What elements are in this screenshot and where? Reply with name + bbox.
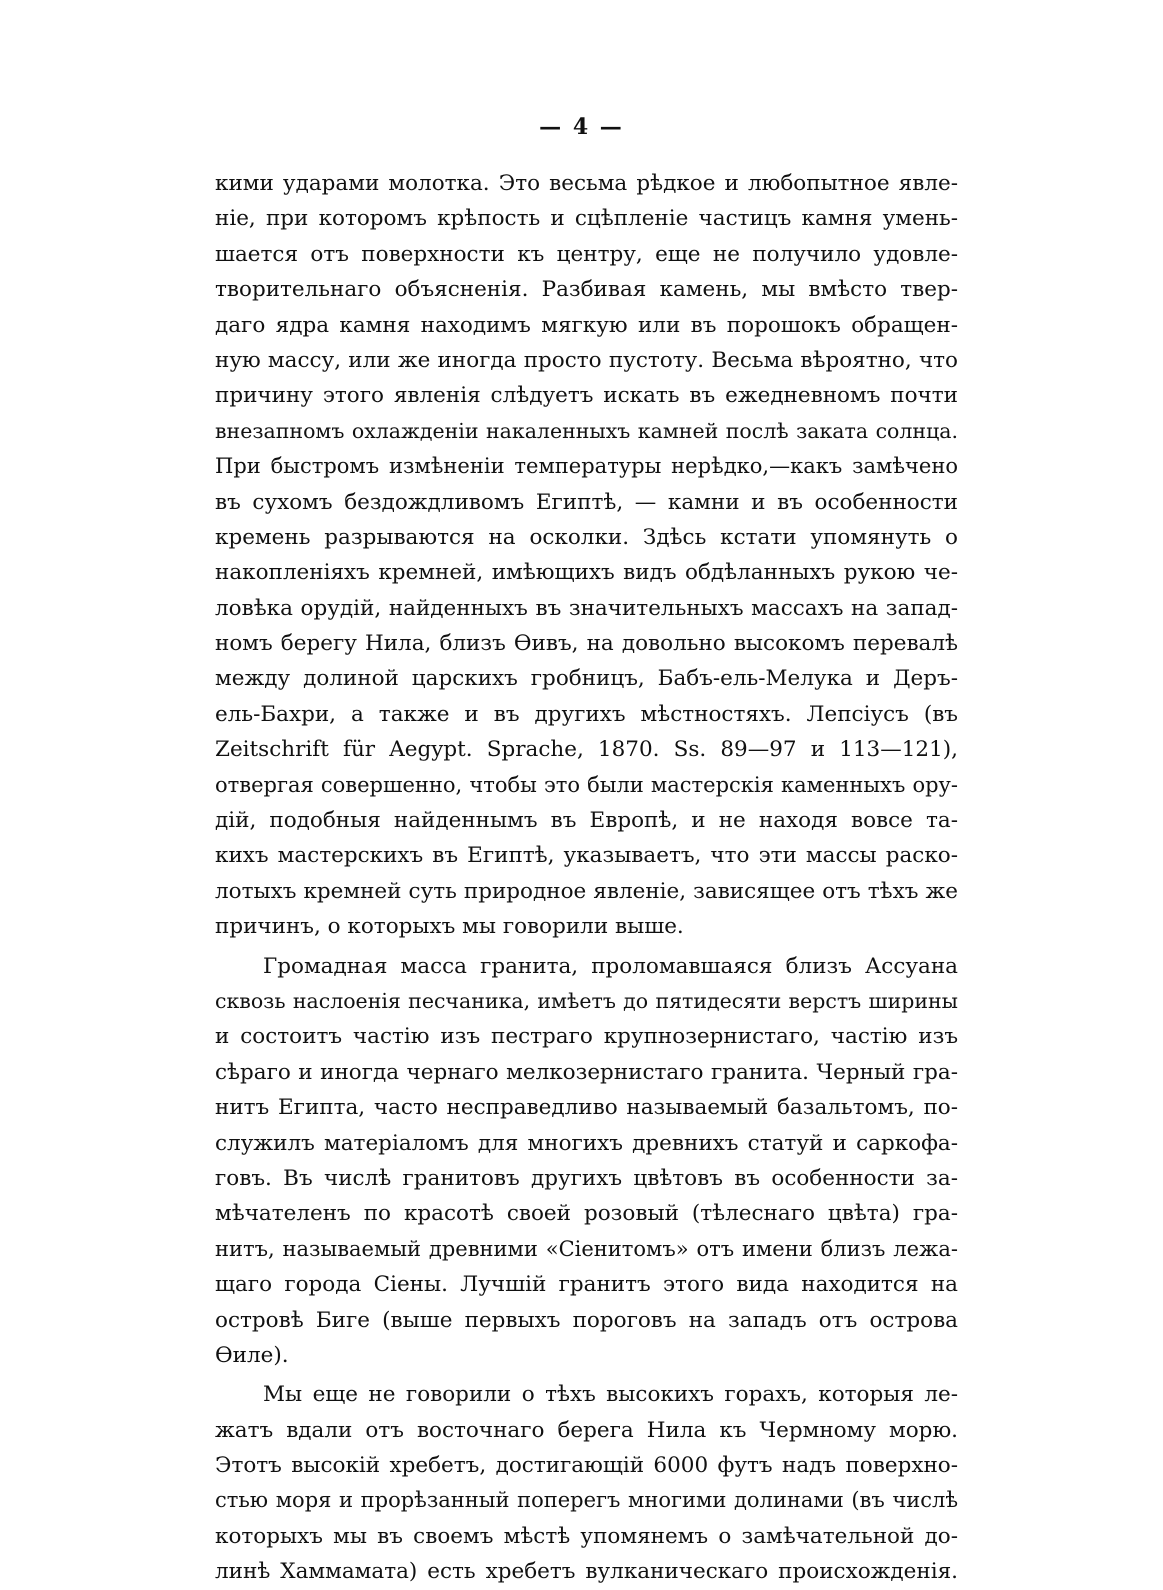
text-line: служилъ матерiаломъ для многихъ древнихъ статуй и саркофа-	[215, 1130, 958, 1156]
body-text	[215, 166, 958, 1590]
text-line: При быстромъ измѣненiи температуры нерѣдко,—какъ замѣчено	[215, 454, 958, 479]
text-line: ную массу, или же иногда просто пустоту. Весьма вѣроятно, что	[215, 347, 958, 373]
text-line: шается отъ поверхности къ центру, еще не получило удовле-	[215, 241, 958, 267]
text-line: кремень разрываются на осколки. Здѣсь кстати упомянуть о	[215, 524, 958, 550]
paragraph	[215, 949, 958, 1374]
text-line: накопленiяхъ кремней, имѣющихъ видъ обдѣланныхъ рукою че-	[215, 560, 958, 586]
text-line: въ сухомъ бездождливомъ Египтѣ, — камни и въ особенности	[215, 489, 958, 515]
text-line: нитъ Египта, часто несправедливо называемый базальтомъ, по-	[215, 1095, 958, 1121]
text-line: нiе, при которомъ крѣпость и сцѣпленiе частицъ камня умень-	[215, 206, 958, 232]
text-line: жатъ вдали отъ восточнаго берега Нила къ Чермному морю.	[215, 1417, 958, 1443]
text-line: Мы еще не говорили о тѣхъ высокихъ горахъ, которыя ле-	[263, 1382, 958, 1408]
text-line: говъ. Въ числѣ гранитовъ другихъ цвѣтовъ въ особенности за-	[215, 1165, 958, 1191]
text-line: щаго города Сiены. Лучшiй гранитъ этого вида находится на	[215, 1272, 958, 1298]
text-line: нитъ, называемый древними «Сiенитомъ» отъ имени близъ лежа-	[215, 1236, 958, 1261]
text-line: даго ядра камня находимъ мягкую или въ порошокъ обращен-	[215, 312, 958, 338]
text-line: дiй, подобныя найденнымъ въ Европѣ, и не находя вовсе та-	[215, 808, 958, 834]
text-line: ловѣка орудiй, найденныхъ въ значительныхъ массахъ на запад-	[215, 595, 958, 621]
text-line: Өиле).	[215, 1342, 289, 1368]
text-line: Zeitschrift für Aegypt. Sprache, 1870. Ss. 89—97 и 113—121),	[215, 737, 958, 763]
text-line: кихъ мастерскихъ въ Египтѣ, указываетъ, что эти массы раско-	[215, 843, 958, 869]
text-line: творительнаго объясненiя. Разбивая камень, мы вмѣсто твер-	[215, 277, 958, 303]
text-line: внезапномъ охлажденiи накаленныхъ камней послѣ заката солнца.	[215, 418, 958, 443]
text-line: мѣчателенъ по красотѣ своей розовый (тѣлеснаго цвѣта) гра-	[215, 1201, 958, 1227]
text-line: Громадная масса гранита, проломавшаяся близъ Ассуана	[263, 953, 958, 979]
text-line: которыхъ мы въ своемъ мѣстѣ упомянемъ о замѣчательной до-	[215, 1523, 958, 1549]
text-line: причинъ, о которыхъ мы говорили выше.	[215, 914, 684, 940]
text-line: стью моря и прорѣзанный поперегъ многими долинами (въ числѣ	[215, 1488, 958, 1513]
page-number: — 4 —	[539, 114, 624, 140]
text-line: сквозь наслоенiя песчаника, имѣетъ до пятидесяти верстъ ширины	[215, 988, 958, 1013]
text-line: причину этого явленiя слѣдуетъ искать въ ежедневномъ почти	[215, 383, 958, 409]
text-line: островѣ Биге (выше первыхъ пороговъ на западъ отъ острова	[215, 1307, 958, 1333]
text-line: ель-Бахри, а также и въ другихъ мѣстностяхъ. Лепсiусъ (въ	[215, 701, 958, 727]
text-line: номъ берегу Нила, близъ Өивъ, на довольно высокомъ перевалѣ	[215, 631, 958, 657]
text-line: линѣ Хаммамата) есть хребетъ вулканическаго происхожденiя.	[215, 1559, 958, 1585]
text-line: отвергая совершенно, чтобы это были мастерскiя каменныхъ ору-	[215, 772, 958, 797]
text-line: сѣраго и иногда чернаго мелкозернистаго гранита. Черный гра-	[215, 1059, 958, 1085]
paragraph	[215, 166, 958, 945]
text-line: и состоитъ частiю изъ пестраго крупнозернистаго, частiю изъ	[215, 1024, 958, 1050]
paragraph	[215, 1377, 958, 1589]
text-line: лотыхъ кремней суть природное явленiе, зависящее отъ тѣхъ же	[215, 878, 958, 904]
text-line: между долиной царскихъ гробницъ, Бабъ-ель-Мелука и Деръ-	[215, 666, 958, 692]
text-line: Этотъ высокiй хребетъ, достигающiй 6000 футъ надъ поверхно-	[215, 1453, 958, 1479]
text-line: кими ударами молотка. Это весьма рѣдкое и любопытное явле-	[215, 171, 958, 196]
